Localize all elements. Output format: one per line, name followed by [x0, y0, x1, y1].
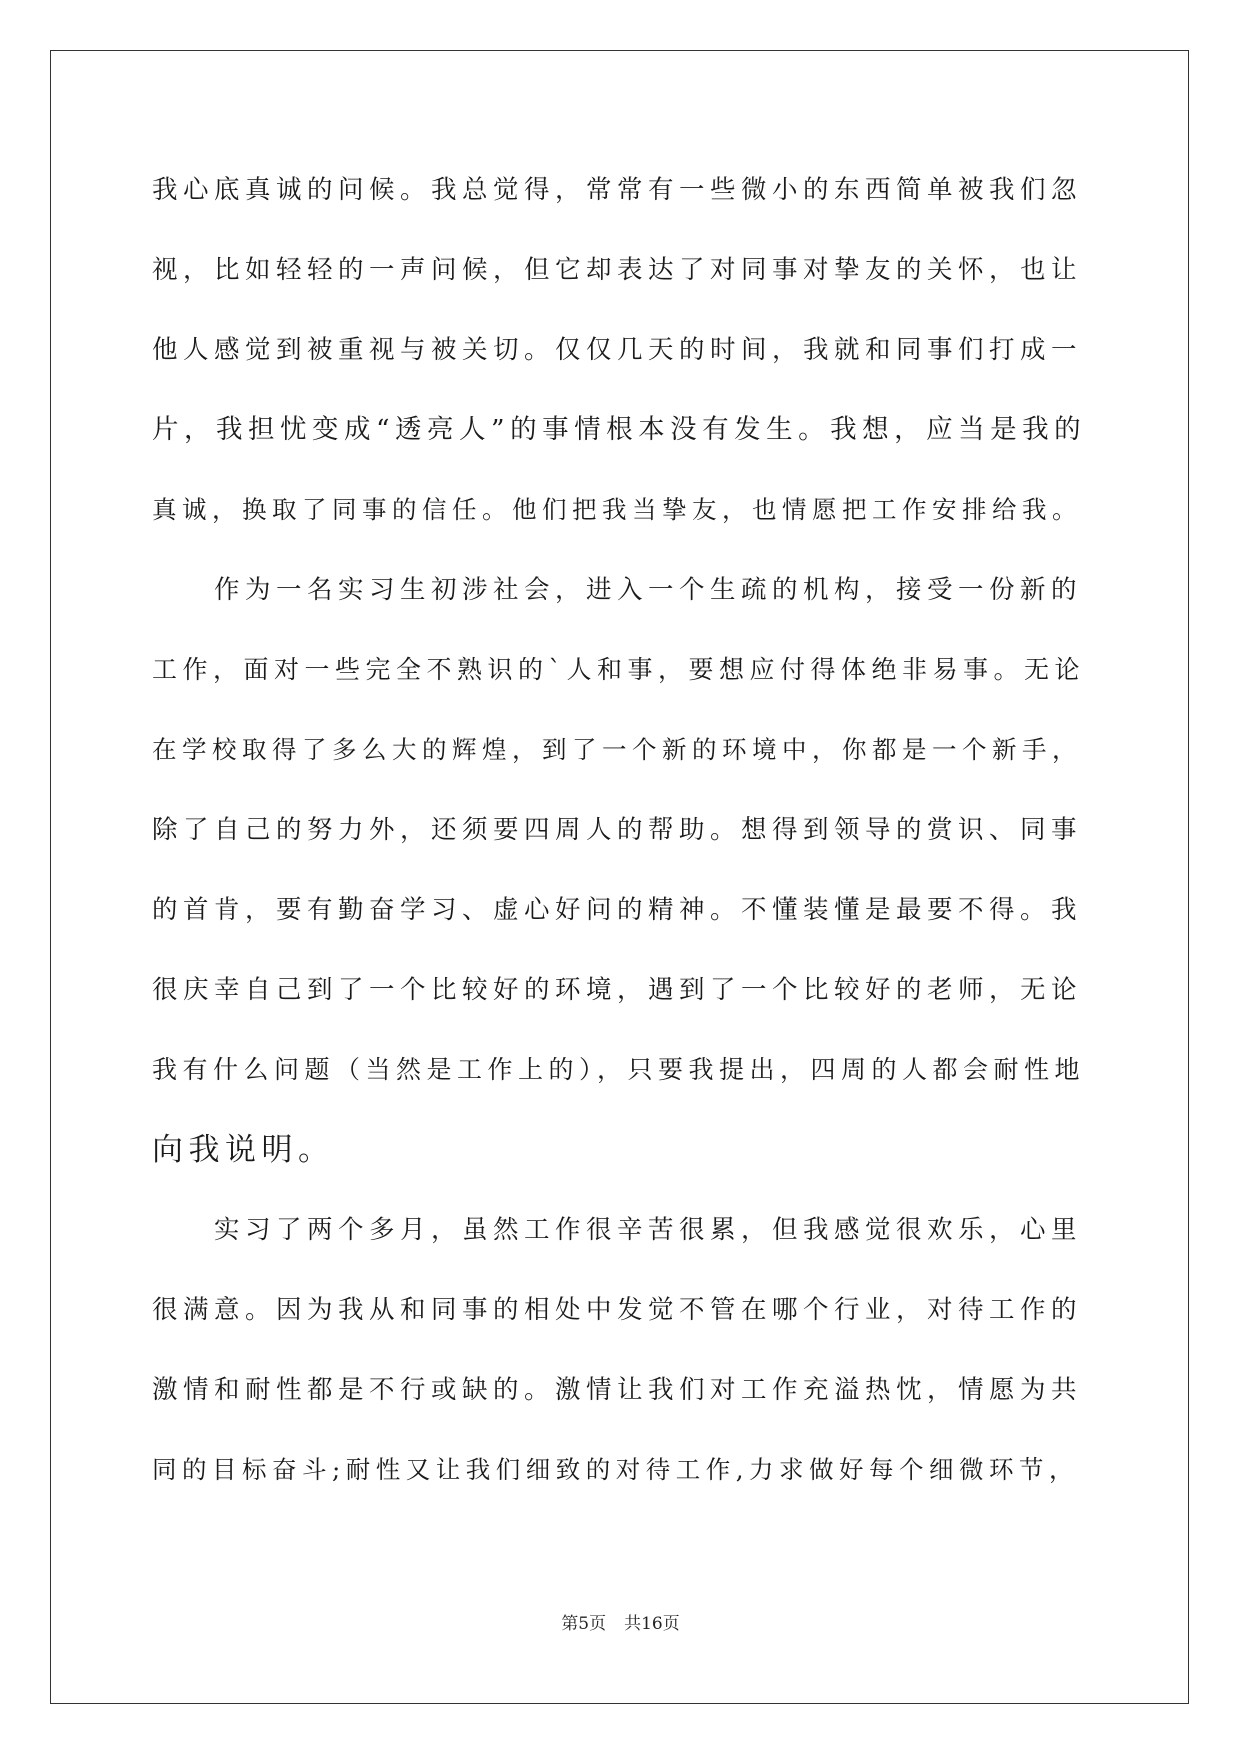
- text-line: 真诚，换取了同事的信任。他们把我当挚友，也情愿把工作安排给我。: [152, 495, 1082, 524]
- total-pages: 共16页: [624, 1614, 680, 1634]
- text-line: 很庆幸自己到了一个比较好的环境，遇到了一个比较好的老师，无论: [152, 975, 1083, 1005]
- text-line: 的首肯，要有勤奋学习、虚心好问的精神。不懂装懂是最要不得。我: [152, 895, 1083, 925]
- text-line: 我有什么问题（当然是工作上的），只要我提出，四周的人都会耐性地: [152, 1055, 1086, 1084]
- text-line: 视，比如轻轻的一声问候，但它却表达了对同事对挚友的关怀，也让: [152, 255, 1083, 285]
- text-line: 实习了两个多月，虽然工作很辛苦很累，但我感觉很欢乐，心里: [214, 1215, 1083, 1245]
- text-line: 激情和耐性都是不行或缺的。激情让我们对工作充溢热忱，情愿为共: [152, 1375, 1083, 1405]
- document-body: [152, 165, 1088, 1525]
- page-footer: [0, 1612, 1241, 1636]
- text-line: 很满意。因为我从和同事的相处中发觉不管在哪个行业，对待工作的: [152, 1295, 1083, 1325]
- text-line: 除了自己的努力外，还须要四周人的帮助。想得到领导的赏识、同事: [152, 815, 1083, 845]
- paragraph-2: [152, 565, 1088, 1205]
- page-number: 第5页: [561, 1614, 607, 1634]
- text-line: 他人感觉到被重视与被关切。仅仅几天的时间，我就和同事们打成一: [152, 335, 1083, 365]
- text-line: 向我说明。: [152, 1132, 335, 1168]
- text-line: 片，我担忧变成“透亮人”的事情根本没有发生。我想，应当是我的: [152, 414, 1087, 445]
- text-line: 工作，面对一些完全不熟识的`人和事，要想应付得体绝非易事。无论: [152, 655, 1086, 684]
- text-line: 作为一名实习生初涉社会，进入一个生疏的机构，接受一份新的: [214, 575, 1083, 605]
- text-line: 在学校取得了多么大的辉煌，到了一个新的环境中，你都是一个新手，: [152, 735, 1082, 764]
- paragraph-3: [152, 1205, 1088, 1525]
- text-line: 同的目标奋斗;耐性又让我们细致的对待工作,力求做好每个细微环节，: [152, 1455, 1080, 1484]
- text-line: 我心底真诚的问候。我总觉得，常常有一些微小的东西简单被我们忽: [152, 175, 1083, 205]
- paragraph-1: [152, 165, 1088, 565]
